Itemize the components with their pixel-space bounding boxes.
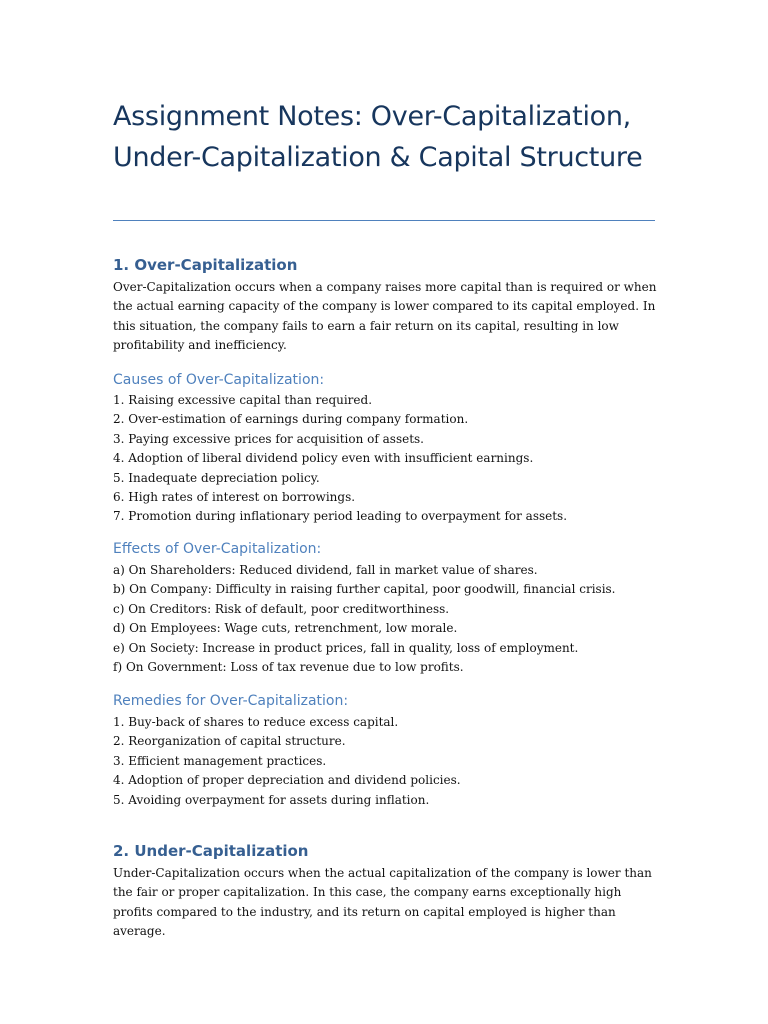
under-capitalization-intro: Under-Capitalization occurs when the actual capitalization of the company is lower than the fair or proper capitalization. In this case, the company earns exceptionally high profits compared to the industry, and its return on capital employed is higher than average. [113,866,652,939]
remedies-list [113,713,461,810]
causes-list [113,391,567,527]
effect-list-item: c) On Creditors: Risk of default, poor creditworthiness. [113,601,450,616]
causes-heading: Causes of Over-Capitalization: [113,372,325,388]
effect-list-item: b) On Company: Difficulty in raising further capital, poor goodwill, financial crisis. [113,582,616,597]
effect-list-item: f) On Government: Loss of tax revenue due to low profits. [113,660,464,675]
cause-list-item: 2. Over-estimation of earnings during company formation. [113,412,469,427]
section-heading-under-capitalization: 2. Under-Capitalization [113,842,309,860]
section-heading-over-capitalization: 1. Over-Capitalization [113,256,298,274]
cause-list-item: 5. Inadequate depreciation policy. [113,470,320,485]
cause-list-item: 3. Paying excessive prices for acquisition of assets. [113,431,424,446]
remedy-list-item: 3. Efficient management practices. [113,753,327,768]
cause-list-item: 1. Raising excessive capital than required. [113,393,373,407]
remedy-list-item: 2. Reorganization of capital structure. [113,734,346,749]
effect-list-item: e) On Society: Increase in product prices, fall in quality, loss of employment. [113,640,579,655]
document-title: Assignment Notes: Over-Capitalization, Under-Capitalization & Capital Structure [113,101,643,173]
over-capitalization-intro: Over-Capitalization occurs when a company raises more capital than is required or when the actual earning capacity of the company is lower compared to its capital employed. In this situation, the company fails to earn a fair return on its capital, resulting in low profitability and inefficiency. [113,280,657,353]
cause-list-item: 7. Promotion during inflationary period leading to overpayment for assets. [113,509,568,524]
remedy-list-item: 4. Adoption of proper depreciation and dividend policies. [113,773,461,788]
remedy-list-item: 5. Avoiding overpayment for assets during inflation. [113,792,430,807]
effects-heading: Effects of Over-Capitalization: [113,541,322,557]
cause-list-item: 4. Adoption of liberal dividend policy even with insufficient earnings. [113,451,534,466]
effect-list-item: d) On Employees: Wage cuts, retrenchment, low morale. [113,621,458,636]
cause-list-item: 6. High rates of interest on borrowings. [113,490,356,505]
effects-list [113,561,616,677]
remedy-list-item: 1. Buy-back of shares to reduce excess capital. [113,715,399,729]
remedies-heading: Remedies for Over-Capitalization: [113,693,349,709]
effect-list-item: a) On Shareholders: Reduced dividend, fall in market value of shares. [113,563,538,577]
title-underline [113,220,655,221]
